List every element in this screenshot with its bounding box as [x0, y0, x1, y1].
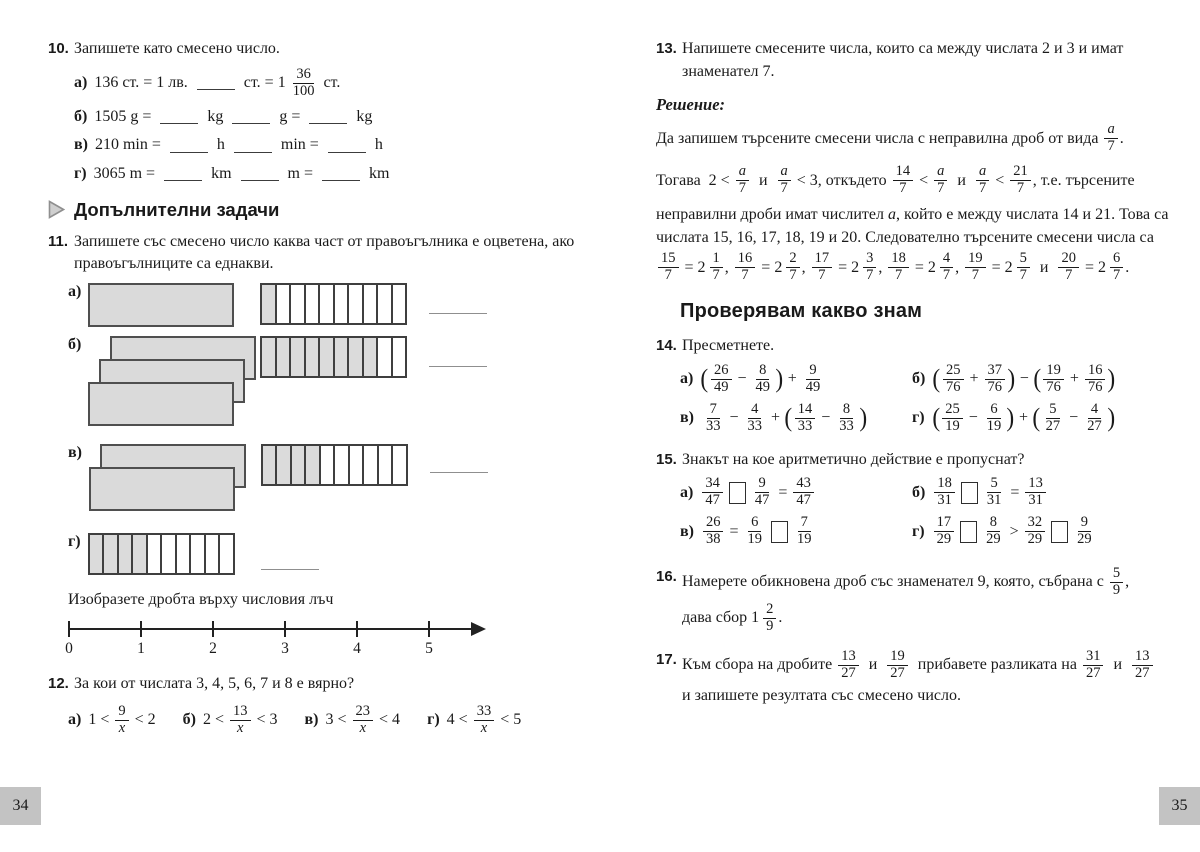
- fraction: $\frac{13}{x}$: [230, 704, 251, 737]
- item-label: б): [912, 370, 926, 388]
- item-label: а): [68, 283, 82, 301]
- triangle-icon: [48, 200, 65, 219]
- strip-cell: [306, 338, 321, 376]
- problem-item: [74, 163, 590, 186]
- tick-label: 0: [65, 640, 73, 658]
- fraction: $\frac{18}{7}$: [888, 251, 909, 284]
- strip-cell: [350, 446, 365, 484]
- answer-blank: [261, 569, 319, 570]
- answer-blank: [430, 472, 488, 473]
- tick-mark: [284, 621, 286, 637]
- strip-cell: [104, 535, 119, 573]
- strip-cell: [162, 535, 177, 573]
- parenthesis: (: [932, 403, 940, 433]
- math-expression: 210 min = h min = h: [94, 136, 383, 154]
- fraction: $\frac{6}{19}$: [986, 400, 1002, 434]
- item-label: б): [912, 483, 926, 501]
- fraction: $\frac{4}{7}$: [940, 251, 953, 284]
- math-expression: ( $\frac{25}{19}$ − $\frac{6}{19}$ ) + ( $\frac{5}{27}$ − $\frac{4}{27}$ ): [932, 400, 1115, 434]
- fraction: $\frac{5}{31}$: [986, 475, 1002, 509]
- section-heading-additional-tasks: [48, 199, 590, 221]
- strip-cell: [133, 535, 148, 573]
- fraction: $\frac{16}{76}$: [1085, 363, 1106, 396]
- shaded-rectangles-stack: [88, 283, 260, 327]
- problem-14-items: [680, 363, 1186, 435]
- strip-cell: [306, 446, 321, 484]
- missing-operation-box: [961, 482, 978, 504]
- problem-item: [183, 704, 278, 737]
- shaded-rectangle: [88, 382, 234, 426]
- fraction: $\frac{a}{7}$: [1104, 122, 1117, 155]
- fraction: $\frac{8}{33}$: [839, 400, 854, 434]
- item-label: в): [68, 444, 82, 462]
- problem-text: Запишете със смесено число каква част от правоъгълника е оцветена, ако правоъгълниците са еднакви.: [74, 232, 575, 273]
- fill-in-blank: [197, 76, 235, 90]
- strip-cell: [220, 535, 233, 573]
- part-a-row: [68, 283, 590, 327]
- parenthesis: (: [932, 364, 941, 394]
- fraction: $\frac{32}{29}$: [1025, 515, 1046, 548]
- math-expression: $\frac{17}{29}$ $\frac{8}{29}$ > $\frac{32}{29}$ $\frac{9}{29}$: [932, 515, 1097, 548]
- item-label: б): [182, 711, 196, 729]
- fraction: $\frac{15}{7}$: [658, 251, 679, 284]
- fraction: $\frac{26}{38}$: [703, 515, 724, 548]
- problem-item: [912, 402, 1186, 435]
- fraction: $\frac{17}{29}$: [934, 515, 955, 548]
- fill-in-blank: [241, 167, 279, 181]
- solution-line-5: $\frac{15}{7}$ = 2 $\frac{1}{7}$ , $\frac{16}{7}$ = 2 $\frac{2}{7}$ , $\frac{17}{7}$ = 2 $\frac{3}{7}$ , $\frac{18}{7}$ = 2 $\frac{4}{7}$ , $\frac{19}{7}$ = 2 $\frac{5}{7}$ и $\frac{20}{7}$ = 2 $\frac{6}{7}$ .: [656, 251, 1129, 284]
- strip-cell: [364, 446, 379, 484]
- problem-text: Напишете смесените числа, които са между числата 2 и 3 и имат знаменател 7.: [682, 40, 1124, 80]
- strip-cell: [90, 535, 105, 573]
- strip-cell: [262, 338, 277, 376]
- fraction: $\frac{5}{7}$: [1017, 251, 1030, 284]
- fill-in-blank: [328, 139, 366, 153]
- problem-number: 12.: [48, 675, 69, 693]
- problem-item: [74, 106, 590, 129]
- mixed-number: 1 $\frac{2}{9}$: [751, 602, 778, 635]
- arrow-right-icon: [471, 622, 486, 636]
- math-expression: 136 ст. = 1 лв. ст. = 1 $\frac{36}{100}$ ст.: [94, 65, 341, 99]
- item-label: б): [74, 107, 88, 125]
- cell-strip: [260, 336, 407, 378]
- answer-blank: [429, 366, 487, 367]
- mixed-number: 1 $\frac{36}{100}$: [278, 67, 320, 100]
- problem-title: Запишете като смесено число.: [74, 40, 280, 57]
- parenthesis: (: [1032, 403, 1041, 433]
- solution-label: Решение:: [656, 95, 726, 115]
- strip-cell: [263, 446, 278, 484]
- tick-label: 4: [353, 640, 361, 658]
- problem-12-items: [68, 704, 590, 737]
- fill-in-blank: [164, 167, 202, 181]
- fill-in-blank: [232, 110, 270, 124]
- problem-item: [912, 363, 1186, 396]
- problem-number: 17.: [656, 650, 677, 668]
- fraction: $\frac{6}{7}$: [1110, 251, 1123, 284]
- fill-in-blank: [170, 139, 208, 153]
- item-label: а): [68, 711, 82, 729]
- math-expression: Към сбора на дробите $\frac{13}{27}$ и $\frac{19}{27}$ прибавете разликата на $\frac{31}{27}$ и $\frac{13}{27}$: [682, 649, 1155, 682]
- tick-mark: [428, 621, 430, 637]
- strip-cell: [393, 285, 406, 323]
- item-label: г): [68, 533, 81, 551]
- fill-in-blank: [160, 110, 198, 124]
- mixed-number: 2 $\frac{4}{7}$: [928, 251, 955, 284]
- fraction: $\frac{4}{27}$: [1087, 400, 1102, 434]
- fraction: $\frac{13}{27}$: [1132, 649, 1153, 682]
- parenthesis: ): [1006, 403, 1015, 433]
- fraction: $\frac{8}{49}$: [755, 361, 771, 395]
- problem-number: 11.: [48, 232, 69, 250]
- part-v-row: [68, 444, 590, 511]
- strip-cell: [119, 535, 134, 573]
- item-label: г): [912, 409, 925, 427]
- fraction: $\frac{13}{27}$: [838, 649, 859, 682]
- strip-cell: [262, 285, 277, 323]
- fraction: $\frac{9}{49}$: [805, 361, 821, 395]
- fraction: $\frac{4}{33}$: [747, 400, 762, 434]
- math-expression: 1505 g = kg g = kg: [94, 107, 373, 125]
- fraction: $\frac{19}{76}$: [1043, 363, 1064, 396]
- math-expression: $\frac{7}{33}$ − $\frac{4}{33}$ + ( $\frac{14}{33}$ − $\frac{8}{33}$ ): [701, 402, 867, 435]
- fraction: $\frac{9}{47}$: [754, 475, 770, 509]
- mixed-number: 2 $\frac{1}{7}$: [698, 251, 725, 284]
- page-number-34: 34: [0, 787, 41, 825]
- problem-title: Пресметнете.: [682, 337, 775, 355]
- problem-number: 14.: [656, 337, 677, 355]
- item-label: б): [68, 336, 82, 354]
- math-expression: и запишете резултата със смесено число.: [682, 686, 961, 704]
- problem-title: За кои от числата 3, 4, 5, 6, 7 и 8 е вярно?: [74, 675, 355, 693]
- fraction: $\frac{13}{31}$: [1025, 476, 1046, 509]
- fraction: $\frac{a}{7}$: [934, 164, 947, 197]
- fraction: $\frac{a}{7}$: [976, 164, 989, 197]
- parenthesis: ): [1107, 364, 1116, 394]
- parenthesis: ): [775, 364, 784, 394]
- strip-cell: [277, 446, 292, 484]
- math-expression: 1 < $\frac{9}{x}$ < 2: [88, 702, 156, 736]
- strip-cell: [320, 338, 335, 376]
- fraction: $\frac{2}{9}$: [763, 602, 776, 635]
- strip-cell: [148, 535, 163, 573]
- item-label: в): [680, 522, 694, 540]
- fraction: $\frac{31}{27}$: [1083, 649, 1104, 682]
- parenthesis: (: [784, 403, 793, 433]
- problem-11: [48, 231, 590, 276]
- fraction: $\frac{5}{9}$: [1110, 566, 1123, 599]
- strip-cell: [177, 535, 192, 573]
- tick-label: 2: [209, 640, 217, 658]
- problem-10: [48, 38, 590, 186]
- variable: a: [888, 206, 896, 224]
- strip-cell: [335, 338, 350, 376]
- problem-number: 15.: [656, 450, 677, 468]
- cell-strip: [88, 533, 235, 575]
- page-number-35: 35: [1159, 787, 1200, 825]
- item-label: г): [912, 522, 925, 540]
- item-label: в): [304, 711, 319, 729]
- tick-label: 5: [425, 640, 433, 658]
- problem-item: [680, 363, 912, 396]
- strip-cell: [277, 285, 292, 323]
- strip-cell: [349, 285, 364, 323]
- problem-13: [656, 38, 1186, 83]
- parenthesis: ): [1107, 403, 1115, 433]
- fraction: $\frac{26}{49}$: [711, 363, 732, 396]
- math-expression: 3 < $\frac{23}{x}$ < 4: [325, 702, 401, 736]
- fill-in-blank: [322, 167, 360, 181]
- left-page: [48, 38, 590, 737]
- math-expression: Намерете обикновена дроб със знаменател 9, която, събрана с $\frac{5}{9}$ ,: [682, 565, 1130, 598]
- problem-number: 10.: [48, 40, 69, 57]
- item-label: в): [74, 136, 88, 154]
- problem-item: [74, 67, 590, 100]
- math-expression: $\frac{18}{31}$ $\frac{5}{31}$ = $\frac{13}{31}$: [932, 476, 1048, 509]
- cell-strip: [260, 283, 407, 325]
- item-label: в): [680, 409, 694, 427]
- problem-item: [74, 134, 590, 157]
- missing-operation-box: [771, 521, 788, 543]
- fraction: $\frac{a}{7}$: [778, 164, 791, 197]
- math-expression: $\frac{34}{47}$ $\frac{9}{47}$ = $\frac{43}{47}$: [700, 476, 816, 509]
- strip-cell: [378, 338, 393, 376]
- fraction: $\frac{3}{7}$: [863, 251, 876, 284]
- item-label: г): [74, 165, 87, 183]
- tick-mark: [356, 621, 358, 637]
- fraction: $\frac{20}{7}$: [1058, 251, 1079, 284]
- mixed-number: 2 $\frac{2}{7}$: [774, 251, 801, 284]
- fraction: $\frac{1}{7}$: [710, 251, 723, 284]
- math-expression: 2 < $\frac{13}{x}$ < 3: [202, 702, 278, 736]
- fraction: $\frac{a}{7}$: [736, 164, 749, 197]
- fraction: $\frac{23}{x}$: [353, 704, 374, 737]
- solution-line-1: Да запишем търсените смесени числа с неправилна дроб от вида $\frac{a}{7}$ .: [656, 121, 1124, 155]
- strip-cell: [321, 446, 336, 484]
- item-label: а): [680, 370, 694, 388]
- problem-15-items: [680, 476, 1186, 548]
- item-label: а): [680, 483, 694, 501]
- strip-cell: [393, 446, 406, 484]
- strip-cell: [206, 535, 221, 573]
- fraction: $\frac{9}{x}$: [115, 704, 128, 737]
- strip-cell: [191, 535, 206, 573]
- solution-line-3: неправилни дроби имат числител a , който е между числата 14 и 21. Това са: [656, 206, 1169, 224]
- problem-number: 16.: [656, 568, 677, 585]
- fraction: $\frac{43}{47}$: [793, 476, 814, 509]
- fraction: $\frac{36}{100}$: [292, 65, 315, 99]
- fraction: $\frac{17}{7}$: [812, 251, 833, 284]
- fraction: $\frac{16}{7}$: [735, 251, 756, 284]
- parenthesis: (: [700, 364, 709, 394]
- shaded-rectangle: [89, 467, 235, 511]
- problem-title: Знакът на кое аритметично действие е пропуснат?: [682, 450, 1025, 468]
- problem-item: [912, 515, 1186, 548]
- number-line-axis: [68, 628, 474, 630]
- right-page: [656, 38, 1186, 707]
- problem-item: [912, 476, 1186, 509]
- problem-15: [656, 449, 1186, 472]
- math-expression: ( $\frac{26}{49}$ − $\frac{8}{49}$ ) + $\frac{9}{49}$: [700, 363, 825, 396]
- math-expression: ( $\frac{25}{76}$ + $\frac{37}{76}$ ) − ( $\frac{19}{76}$ + $\frac{16}{76}$ ): [932, 361, 1116, 395]
- strip-cell: [320, 285, 335, 323]
- fill-in-blank: [234, 139, 272, 153]
- fraction: $\frac{18}{31}$: [934, 476, 955, 509]
- shaded-rectangles-stack: [88, 336, 260, 426]
- fraction: $\frac{34}{47}$: [702, 476, 723, 509]
- tick-mark: [140, 621, 142, 637]
- fraction: $\frac{21}{7}$: [1010, 164, 1031, 197]
- problem-item: [680, 476, 912, 509]
- fill-in-blank: [309, 110, 347, 124]
- fraction: $\frac{25}{76}$: [943, 363, 964, 396]
- problem-14: [656, 335, 1186, 358]
- tick-mark: [212, 621, 214, 637]
- part-b-row: [68, 336, 590, 426]
- mixed-number: 2 $\frac{3}{7}$: [851, 251, 878, 284]
- strip-cell: [335, 285, 350, 323]
- parenthesis: (: [1033, 364, 1041, 394]
- fraction: $\frac{7}{19}$: [797, 514, 812, 548]
- missing-operation-box: [1051, 521, 1068, 543]
- mixed-number: 2 $\frac{6}{7}$: [1098, 251, 1125, 284]
- strip-cell: [349, 338, 364, 376]
- fraction: $\frac{9}{29}$: [1077, 514, 1092, 548]
- problem-item: [305, 704, 401, 737]
- cell-strip: [261, 444, 408, 486]
- fraction: $\frac{25}{19}$: [942, 402, 963, 435]
- strip-cell: [291, 338, 306, 376]
- fraction: $\frac{2}{7}$: [786, 251, 799, 284]
- fraction: $\frac{33}{x}$: [474, 704, 495, 737]
- item-label: а): [74, 73, 88, 91]
- math-expression: 4 < $\frac{33}{x}$ < 5: [446, 702, 522, 736]
- math-expression: дава сбор 1 $\frac{2}{9}$ .: [682, 600, 783, 634]
- problem-item: [427, 704, 521, 737]
- problem-12: [48, 673, 590, 696]
- numberline-caption: Изобразете дробта върху числовия лъч: [68, 591, 334, 609]
- shaded-rectangles-stack: [89, 444, 261, 511]
- fraction: $\frac{19}{27}$: [887, 649, 908, 682]
- missing-operation-box: [729, 482, 746, 504]
- section-heading-check-what-i-know: Проверявам какво знам: [680, 300, 923, 323]
- problem-16: [656, 566, 1186, 635]
- fraction: $\frac{37}{76}$: [985, 363, 1006, 396]
- strip-cell: [292, 446, 307, 484]
- math-expression: 3065 m = km m = km: [93, 165, 390, 183]
- fraction: $\frac{5}{27}$: [1045, 400, 1061, 434]
- part-g-row: [68, 533, 590, 575]
- fraction: $\frac{7}{33}$: [705, 400, 721, 434]
- solution-line-4: числата 15, 16, 17, 18, 19 и 20. Следователно търсените смесени числа са: [656, 229, 1154, 247]
- parenthesis: ): [859, 403, 867, 433]
- strip-cell: [364, 285, 379, 323]
- strip-cell: [379, 446, 394, 484]
- strip-cell: [291, 285, 306, 323]
- problem-17: [656, 649, 1186, 708]
- fraction: $\frac{14}{33}$: [795, 402, 816, 435]
- fraction: $\frac{8}{29}$: [986, 514, 1001, 548]
- number-line: [65, 617, 498, 663]
- section-title: Допълнителни задачи: [74, 198, 280, 220]
- strip-cell: [364, 338, 379, 376]
- fraction: $\frac{6}{19}$: [747, 514, 762, 548]
- missing-operation-box: [960, 521, 977, 543]
- parenthesis: ): [1007, 364, 1016, 394]
- strip-cell: [335, 446, 350, 484]
- strip-cell: [306, 285, 321, 323]
- tick-label: 3: [281, 640, 289, 658]
- fraction: $\frac{19}{7}$: [965, 251, 986, 284]
- strip-cell: [393, 338, 406, 376]
- tick-mark: [68, 621, 70, 637]
- answer-blank: [429, 313, 487, 314]
- math-expression: $\frac{26}{38}$ = $\frac{6}{19}$ $\frac{7}{19}$: [701, 515, 817, 548]
- problem-item: [680, 515, 912, 548]
- problem-item: [68, 704, 156, 737]
- mixed-number: 2 $\frac{5}{7}$: [1005, 251, 1032, 284]
- problem-item: [680, 402, 912, 435]
- strip-cell: [277, 338, 292, 376]
- solution-line-2: Тогава 2 < $\frac{a}{7}$ и $\frac{a}{7}$ < 3, откъдето $\frac{14}{7}$ < $\frac{a}{7}$ и $\frac{a}{7}$ < $\frac{21}{7}$ , т.е. търсените: [656, 163, 1135, 197]
- problem-number: 13.: [656, 40, 677, 57]
- shaded-rectangle: [88, 283, 234, 327]
- tick-label: 1: [137, 640, 145, 658]
- item-label: г): [427, 711, 440, 729]
- strip-cell: [378, 285, 393, 323]
- fraction: $\frac{14}{7}$: [893, 164, 914, 197]
